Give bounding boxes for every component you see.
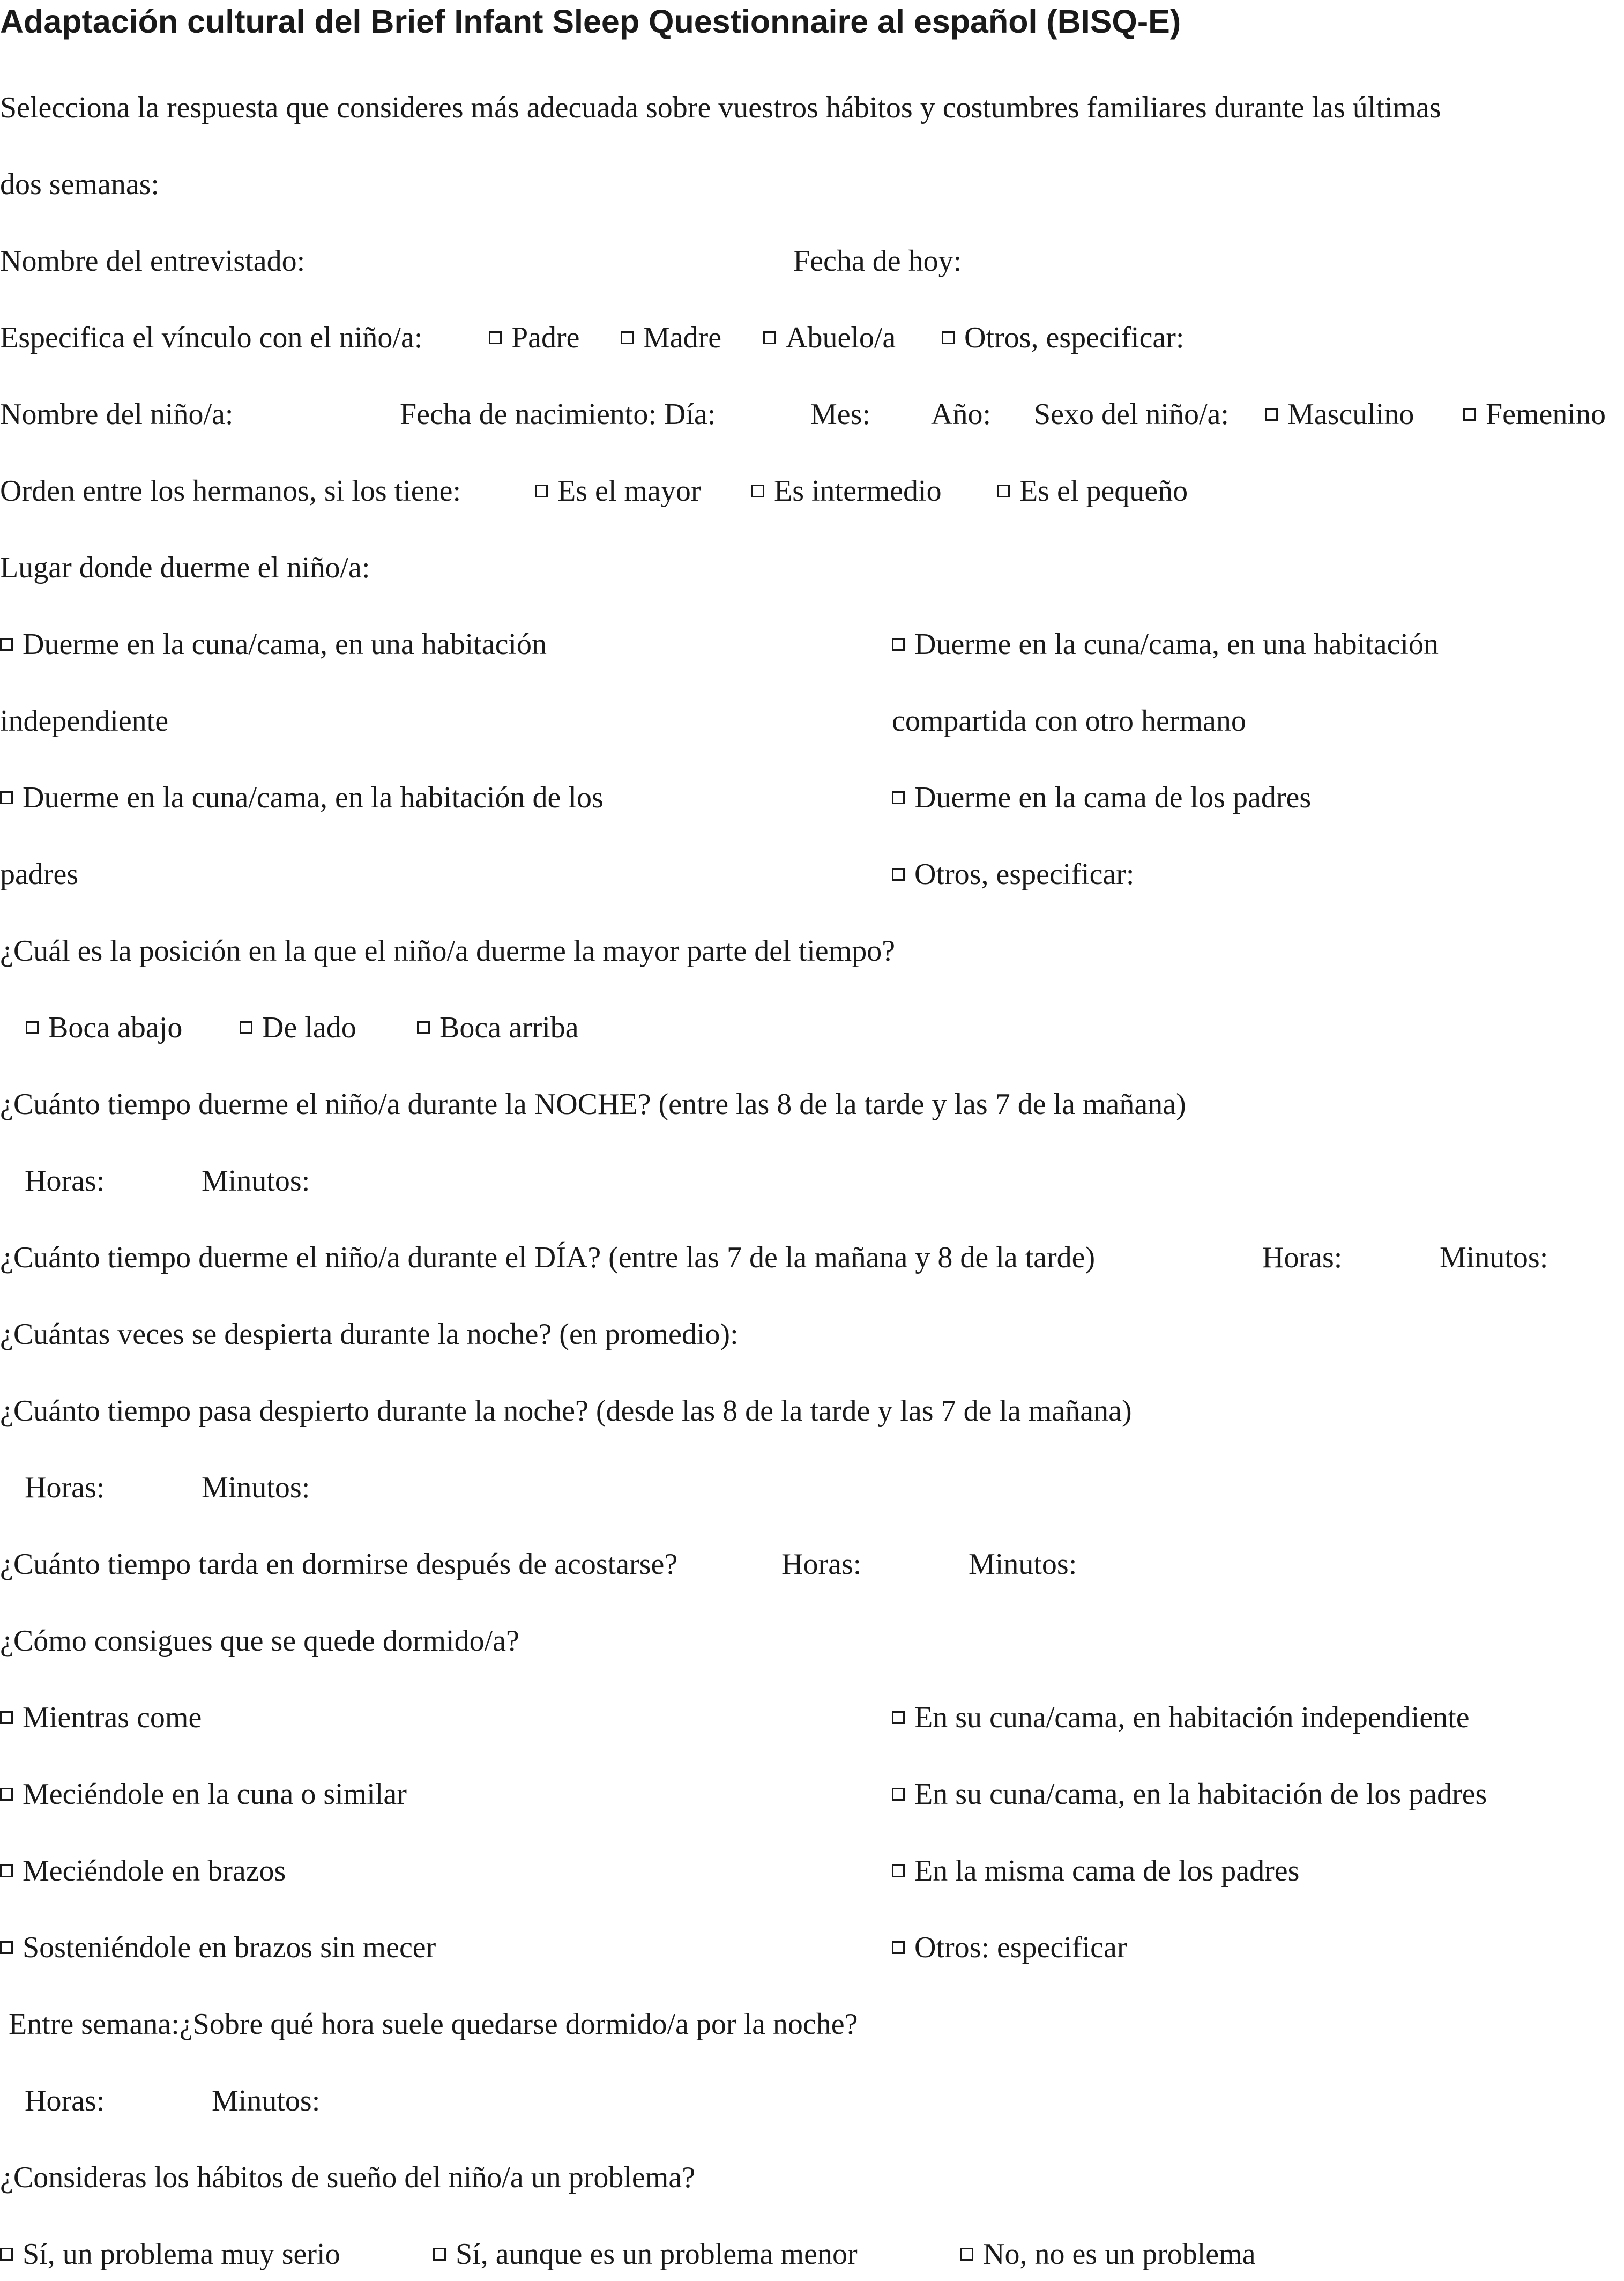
- sex-label: Sexo del niño/a:: [1034, 398, 1229, 431]
- child-name-label: Nombre del niño/a:: [0, 398, 234, 431]
- intro-line-2: dos semanas:: [0, 168, 160, 201]
- option-independiente[interactable]: Duerme en la cuna/cama, en una habitación: [0, 629, 547, 659]
- relationship-label: Especifica el vínculo con el niño/a:: [0, 321, 423, 354]
- checkbox-icon[interactable]: [433, 2248, 446, 2261]
- option-meciendole-cuna[interactable]: Meciéndole en la cuna o similar: [0, 1779, 407, 1809]
- birth-year-label: Año:: [931, 398, 991, 431]
- option-habitacion-padres[interactable]: Duerme en la cuna/cama, en la habitación de los: [0, 783, 604, 813]
- day-sleep-question: ¿Cuánto tiempo duerme el niño/a durante el DÍA? (entre las 7 de la mañana y 8 de la tarde): [0, 1241, 1096, 1274]
- day-minutes-label: Minutos:: [1440, 1241, 1548, 1274]
- sleep-place-label: Lugar donde duerme el niño/a:: [0, 551, 370, 584]
- option-abuelo[interactable]: Abuelo/a: [763, 323, 896, 353]
- checkbox-icon[interactable]: [0, 1788, 13, 1801]
- option-habitacion-padres-cont: padres: [0, 858, 79, 891]
- option-problema-serio[interactable]: Sí, un problema muy serio: [0, 2239, 340, 2269]
- checkbox-icon[interactable]: [26, 1021, 39, 1034]
- option-intermedio[interactable]: Es intermedio: [751, 476, 942, 506]
- checkbox-icon[interactable]: [942, 331, 955, 344]
- checkbox-icon[interactable]: [1265, 408, 1278, 421]
- awake-time-question: ¿Cuánto tiempo pasa despierto durante la noche? (desde las 8 de la tarde y las 7 de la mañana): [0, 1394, 1132, 1428]
- option-sosteniendole[interactable]: Sosteniéndole en brazos sin mecer: [0, 1933, 436, 1963]
- checkbox-icon[interactable]: [535, 485, 548, 497]
- latency-minutes-label: Minutos:: [969, 1548, 1077, 1581]
- latency-hours-label: Horas:: [781, 1548, 862, 1581]
- interviewee-name-label: Nombre del entrevistado:: [0, 244, 306, 278]
- option-problema-menor[interactable]: Sí, aunque es un problema menor: [433, 2239, 858, 2269]
- checkbox-icon[interactable]: [0, 638, 13, 651]
- option-otros-vinculo[interactable]: Otros, especificar:: [942, 323, 1184, 353]
- checkbox-icon[interactable]: [892, 868, 905, 881]
- checkbox-icon[interactable]: [892, 1788, 905, 1801]
- night-hours-label: Horas:: [25, 1164, 105, 1198]
- option-cuna-habitacion-padres[interactable]: En su cuna/cama, en la habitación de los padres: [892, 1779, 1487, 1809]
- problem-question: ¿Consideras los hábitos de sueño del niño/a un problema?: [0, 2161, 696, 2194]
- checkbox-icon[interactable]: [751, 485, 764, 497]
- wakings-question: ¿Cuántas veces se despierta durante la noche? (en promedio):: [0, 1318, 739, 1351]
- night-sleep-question: ¿Cuánto tiempo duerme el niño/a durante la NOCHE? (entre las 8 de la tarde y las 7 de la mañana): [0, 1088, 1186, 1121]
- option-femenino[interactable]: Femenino: [1463, 399, 1606, 429]
- option-otros-dormir[interactable]: Otros: especificar: [892, 1933, 1127, 1963]
- checkbox-icon[interactable]: [621, 331, 634, 344]
- position-question: ¿Cuál es la posición en la que el niño/a duerme la mayor parte del tiempo?: [0, 934, 896, 968]
- option-de-lado[interactable]: De lado: [240, 1013, 356, 1043]
- option-padre[interactable]: Padre: [489, 323, 580, 353]
- checkbox-icon[interactable]: [1463, 408, 1476, 421]
- checkbox-icon[interactable]: [0, 2248, 13, 2261]
- bedtime-hours-label: Horas:: [25, 2084, 105, 2117]
- option-compartida-hermano[interactable]: Duerme en la cuna/cama, en una habitación: [892, 629, 1439, 659]
- checkbox-icon[interactable]: [417, 1021, 430, 1034]
- day-hours-label: Horas:: [1262, 1241, 1343, 1274]
- checkbox-icon[interactable]: [240, 1021, 252, 1034]
- option-independiente-cont: independiente: [0, 704, 169, 738]
- bedtime-minutes-label: Minutos:: [212, 2084, 321, 2117]
- birth-month-label: Mes:: [810, 398, 870, 431]
- night-minutes-label: Minutos:: [202, 1164, 310, 1198]
- option-mientras-come[interactable]: Mientras come: [0, 1703, 202, 1733]
- checkbox-icon[interactable]: [892, 791, 905, 804]
- awake-hours-label: Horas:: [25, 1471, 105, 1504]
- page-title: Adaptación cultural del Brief Infant Sleep Questionnaire al español (BISQ-E): [0, 3, 1181, 40]
- option-masculino[interactable]: Masculino: [1265, 399, 1414, 429]
- option-otros-lugar[interactable]: Otros, especificar:: [892, 859, 1134, 889]
- today-date-label: Fecha de hoy:: [793, 244, 962, 278]
- checkbox-icon[interactable]: [0, 791, 13, 804]
- option-mayor[interactable]: Es el mayor: [535, 476, 701, 506]
- checkbox-icon[interactable]: [892, 638, 905, 651]
- checkbox-icon[interactable]: [0, 1711, 13, 1724]
- falling-asleep-question: ¿Cómo consigues que se quede dormido/a?: [0, 1624, 519, 1658]
- checkbox-icon[interactable]: [0, 1864, 13, 1877]
- birth-date-label: Fecha de nacimiento: Día:: [400, 398, 716, 431]
- checkbox-icon[interactable]: [0, 1941, 13, 1954]
- option-compartida-cont: compartida con otro hermano: [892, 704, 1246, 738]
- bedtime-question: Entre semana:¿Sobre qué hora suele quedarse dormido/a por la noche?: [9, 2008, 858, 2041]
- option-misma-cama[interactable]: En la misma cama de los padres: [892, 1856, 1299, 1886]
- checkbox-icon[interactable]: [892, 1711, 905, 1724]
- checkbox-icon[interactable]: [997, 485, 1010, 497]
- siblings-label: Orden entre los hermanos, si los tiene:: [0, 474, 461, 508]
- latency-question: ¿Cuánto tiempo tarda en dormirse después de acostarse?: [0, 1548, 678, 1581]
- option-cuna-independiente[interactable]: En su cuna/cama, en habitación independiente: [892, 1703, 1470, 1733]
- option-cama-padres[interactable]: Duerme en la cama de los padres: [892, 783, 1311, 813]
- awake-minutes-label: Minutos:: [202, 1471, 310, 1504]
- checkbox-icon[interactable]: [892, 1941, 905, 1954]
- checkbox-icon[interactable]: [892, 1864, 905, 1877]
- option-boca-arriba[interactable]: Boca arriba: [417, 1013, 579, 1043]
- checkbox-icon[interactable]: [960, 2248, 973, 2261]
- option-no-problema[interactable]: No, no es un problema: [960, 2239, 1256, 2269]
- option-madre[interactable]: Madre: [621, 323, 721, 353]
- checkbox-icon[interactable]: [489, 331, 502, 344]
- option-boca-abajo[interactable]: Boca abajo: [26, 1013, 182, 1043]
- option-meciendole-brazos[interactable]: Meciéndole en brazos: [0, 1856, 286, 1886]
- checkbox-icon[interactable]: [763, 331, 776, 344]
- option-pequeno[interactable]: Es el pequeño: [997, 476, 1188, 506]
- intro-line-1: Selecciona la respuesta que consideres más adecuada sobre vuestros hábitos y costumbres familiares durante las últimas: [0, 91, 1441, 124]
